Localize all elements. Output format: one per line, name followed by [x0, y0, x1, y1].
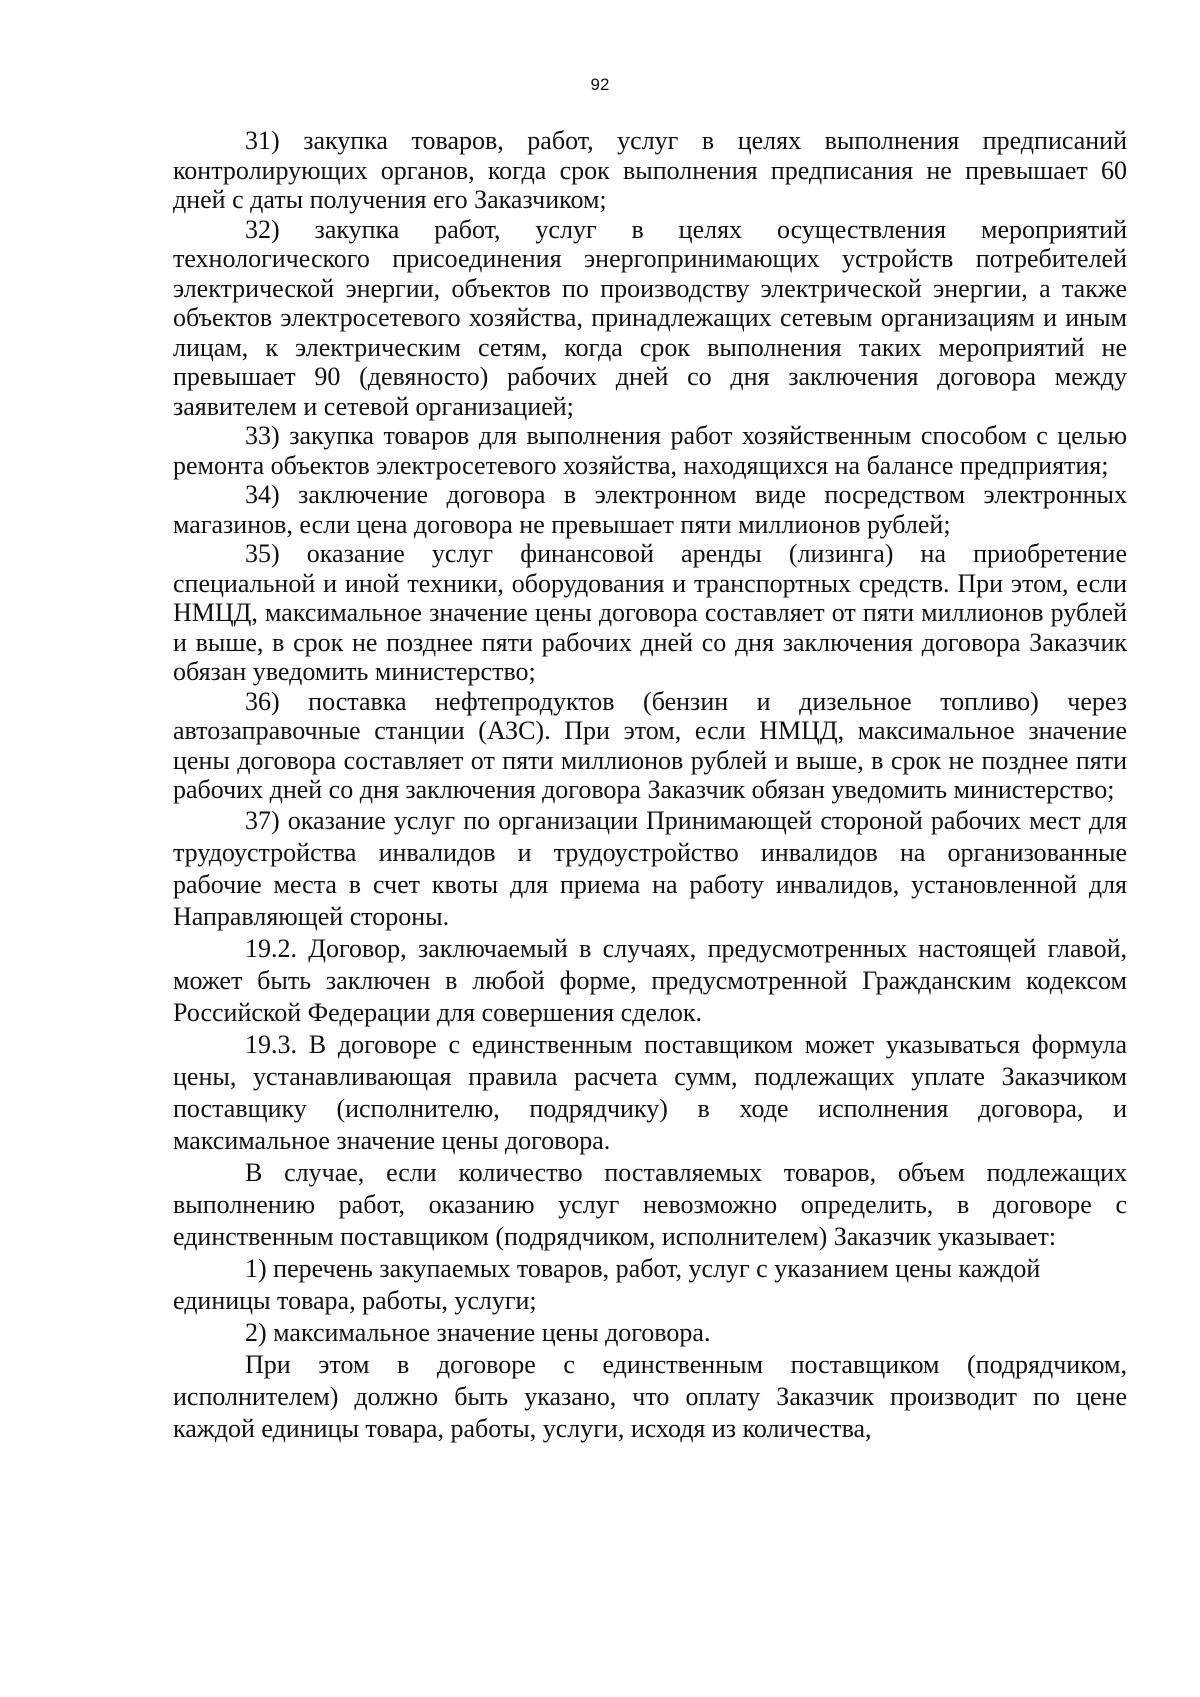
paragraph-payment-terms: При этом в договоре с единственным поставщиком (подрядчиком, исполнителем) должно быть указано, что оплату Заказчик производит по цене каждой единицы товара, работы, услуги, исходя из количества,	[173, 1349, 1127, 1443]
paragraph-19-2: 19.2. Договор, заключаемый в случаях, предусмотренных настоящей главой, может быть заключен в любой форме, предусмотренной Гражданским кодексом Российской Федерации для совершения сделок.	[173, 933, 1127, 1027]
paragraph-item-36: 36) поставка нефтепродуктов (бензин и дизельное топливо) через автозаправочные станции (АЗС). При этом, если НМЦД, максимальное значение цены договора составляет от пяти миллионов рублей и выше, в срок не позднее пяти рабочих дней со дня заключения договора Заказчик обязан уведомить министерство;	[173, 686, 1127, 804]
page-number: 92	[590, 75, 610, 94]
paragraph-item-31: 31) закупка товаров, работ, услуг в целях выполнения предписаний контролирующих органов, когда срок выполнения предписания не превышает 60 дней с даты получения его Заказчиком;	[173, 126, 1127, 214]
paragraph-item-33: 33) закупка товаров для выполнения работ хозяйственным способом с целью ремонта объектов электросетевого хозяйства, находящихся на балансе предприятия;	[173, 421, 1127, 480]
paragraph-item-34: 34) заключение договора в электронном виде посредством электронных магазинов, если цена договора не превышает пяти миллионов рублей;	[173, 480, 1127, 539]
paragraph-quantity-case: В случае, если количество поставляемых товаров, объем подлежащих выполнению работ, оказанию услуг невозможно определить, в договоре с единственным поставщиком (подрядчиком, исполнителем) Заказчик указывает:	[173, 1157, 1127, 1251]
document-body	[173, 126, 1127, 1445]
paragraph-19-3: 19.3. В договоре с единственным поставщиком может указываться формула цены, устанавливающая правила расчета сумм, подлежащих уплате Заказчиком поставщику (исполнителю, подрядчику) в ходе исполнения договора, и максимальное значение цены договора.	[173, 1029, 1127, 1155]
paragraph-item-32: 32) закупка работ, услуг в целях осуществления мероприятий технологического присоединения энергопринимающих устройств потребителей электрической энергии, объектов по производству электрической энергии, а также объектов электросетевого хозяйства, принадлежащих сетевым организациям и иным лицам, к электрическим сетям, когда срок выполнения таких мероприятий не превышает 90 (девяносто) рабочих дней со дня заключения договора между заявителем и сетевой организацией;	[173, 214, 1127, 421]
list-item-1: 1) перечень закупаемых товаров, работ, услуг с указанием цены каждой единицы товара, работы, услуги;	[173, 1253, 1041, 1315]
paragraph-item-35: 35) оказание услуг финансовой аренды (лизинга) на приобретение специальной и иной техники, оборудования и транспортных средств. При этом, если НМЦД, максимальное значение цены договора составляет от пяти миллионов рублей и выше, в срок не позднее пяти рабочих дней со дня заключения договора Заказчик обязан уведомить министерство;	[173, 539, 1127, 686]
paragraph-item-37: 37) оказание услуг по организации Принимающей стороной рабочих мест для трудоустройства инвалидов и трудоустройство инвалидов на организованные рабочие места в счет квоты для приема на работу инвалидов, установленной для Направляющей стороны.	[173, 805, 1127, 931]
list-item-2: 2) максимальное значение цены договора.	[245, 1317, 711, 1347]
